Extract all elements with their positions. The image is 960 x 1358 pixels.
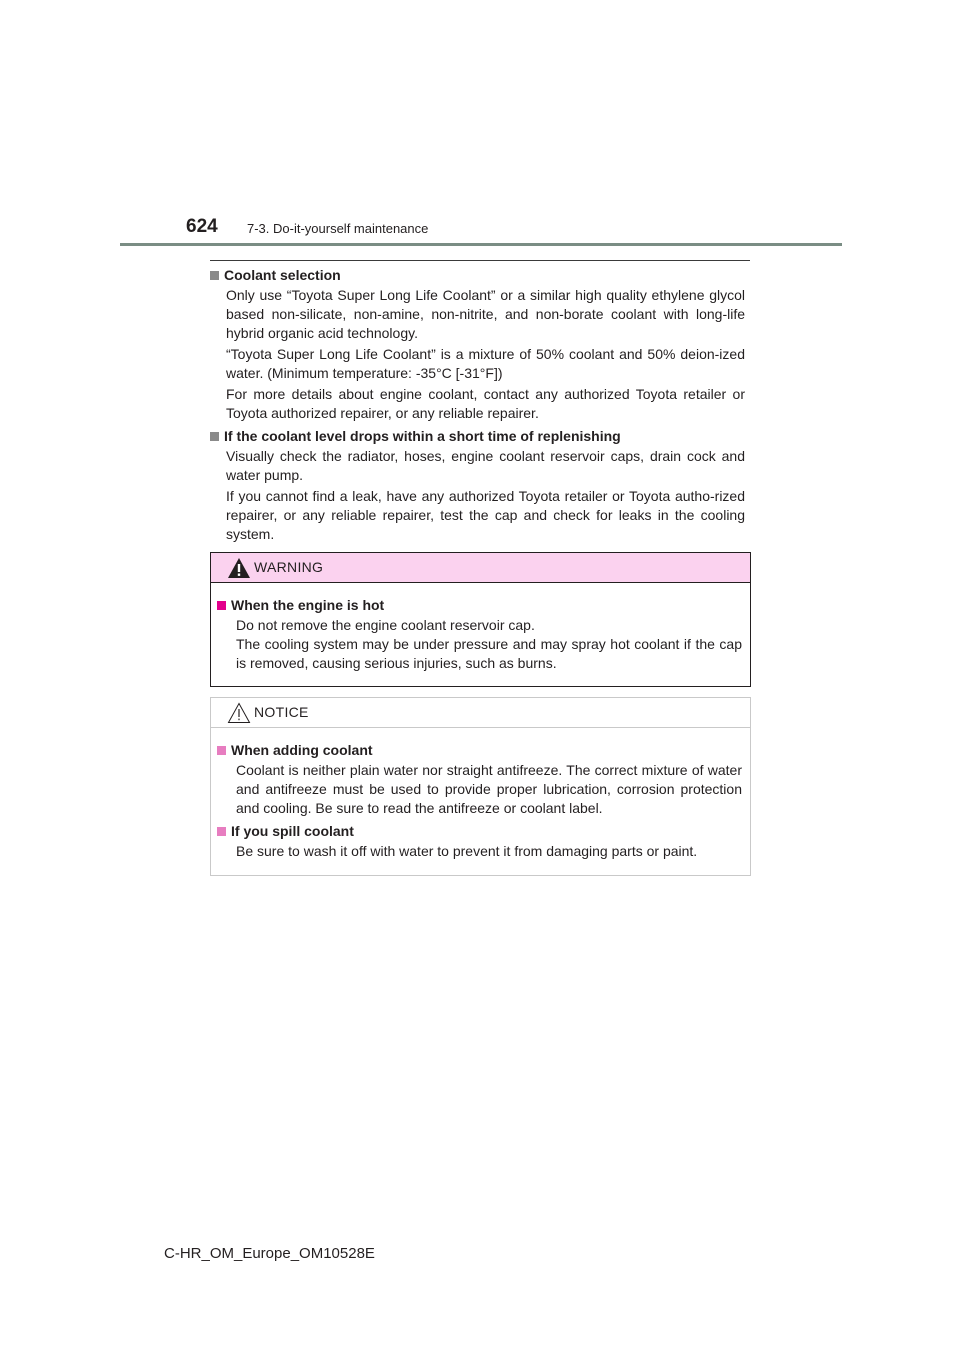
topic-paragraph: Visually check the radiator, hoses, engine coolant reservoir caps, drain cock and water pump. <box>226 448 745 483</box>
square-bullet-icon <box>210 271 219 280</box>
topic-paragraph: If you cannot find a leak, have any authorized Toyota retailer or Toyota autho-rized repairer, or any reliable repairer, test the cap and check for leaks in the cooling system. <box>226 488 745 542</box>
topic-coolant-selection <box>210 266 750 423</box>
notice-box-body <box>211 728 750 861</box>
warning-box-header <box>211 553 750 583</box>
warning-paragraph: The cooling system may be under pressure and may spray hot coolant if the cap is removed, causing serious injuries, such as burns. <box>236 636 742 671</box>
warning-box <box>210 552 751 687</box>
notice-topic-spill-coolant <box>217 822 742 861</box>
header-rule <box>120 243 842 246</box>
warning-topic-engine-hot <box>217 596 742 673</box>
topic-paragraph: “Toyota Super Long Life Coolant” is a mixture of 50% coolant and 50% deion-ized water. (Minimum temperature: -35°C [-31°F]) <box>226 346 745 381</box>
topic-coolant-level-drops <box>210 427 750 544</box>
notice-paragraph: Coolant is neither plain water nor straight antifreeze. The correct mixture of water and antifreeze must be used to provide proper lubrication, corrosion protection and cooling. Be sure to read the antifreeze or coolant label. <box>236 762 742 816</box>
notice-topic-heading-text: When adding coolant <box>231 742 373 758</box>
page-header <box>186 216 746 244</box>
square-bullet-icon <box>217 827 226 836</box>
notice-box <box>210 697 751 876</box>
section-title: 7-3. Do-it-yourself maintenance <box>247 221 429 236</box>
notice-paragraph: Be sure to wash it off with water to prevent it from damaging parts or paint. <box>236 843 698 859</box>
main-content <box>210 266 750 546</box>
notice-label: NOTICE <box>254 704 309 720</box>
warning-triangle-outline-icon <box>227 702 251 724</box>
warning-box-body <box>211 583 750 673</box>
notice-topic-heading <box>217 822 742 840</box>
notice-topic-heading-text: If you spill coolant <box>231 823 354 839</box>
page-number: 624 <box>186 216 218 237</box>
content-top-rule <box>210 260 750 261</box>
square-bullet-icon <box>217 601 226 610</box>
square-bullet-icon <box>210 432 219 441</box>
warning-topic-heading <box>217 596 742 614</box>
topic-heading-text: If the coolant level drops within a short time of replenishing <box>224 428 621 444</box>
warning-label: WARNING <box>254 559 324 575</box>
topic-paragraph: For more details about engine coolant, contact any authorized Toyota retailer or Toyota authorized repairer, or any reliable repairer. <box>226 386 745 421</box>
topic-heading <box>210 427 750 445</box>
warning-topic-heading-text: When the engine is hot <box>231 597 385 613</box>
topic-paragraph: Only use “Toyota Super Long Life Coolant” or a similar high quality ethylene glycol based non-silicate, non-amine, non-nitrite, and non-borate coolant with long-life hybrid organic acid technology. <box>226 287 745 341</box>
warning-paragraph: Do not remove the engine coolant reservoir cap. <box>236 617 535 633</box>
square-bullet-icon <box>217 746 226 755</box>
document-code: C-HR_OM_Europe_OM10528E <box>164 1245 375 1262</box>
topic-heading <box>210 266 750 284</box>
notice-box-header <box>211 698 750 728</box>
topic-heading-text: Coolant selection <box>224 267 341 283</box>
warning-triangle-filled-icon <box>227 557 251 579</box>
notice-topic-heading <box>217 741 742 759</box>
notice-topic-adding-coolant <box>217 741 742 818</box>
